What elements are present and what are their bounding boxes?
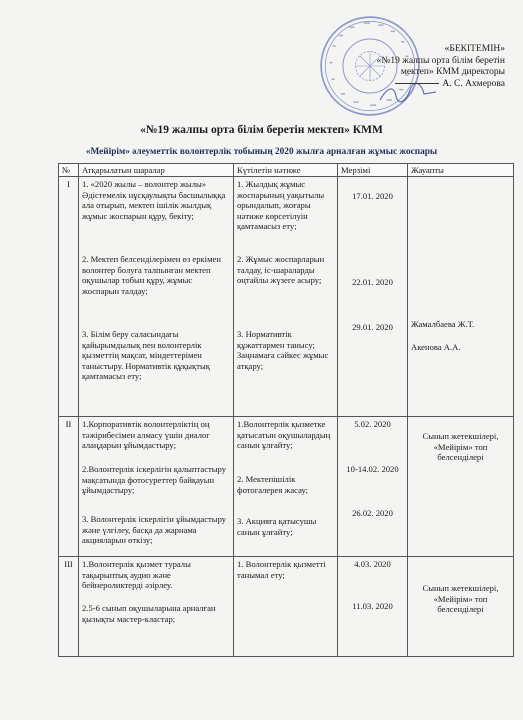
activity-item: 3. Волонтерлік іскерлігін ұйымдастыру және үлгілеу, басқа да жарнама акцияларын өткізу;	[82, 514, 227, 546]
responsible-cell	[408, 557, 514, 657]
result-item: 3. Акцияға қатысушы санын ұлғайту;	[237, 516, 317, 537]
activity-item: 2.Волонтерлік іскерлігін қалыптастыру мақсатында фотосуреттер байқауын ұйымдастыру;	[82, 464, 227, 496]
activities-cell	[79, 417, 234, 557]
result-item: 1.Волонтерлік қызметке қатысатын оқушылардың санын ұлғайту;	[237, 419, 331, 451]
approval-label: «БЕКІТЕМІН»	[444, 44, 505, 54]
approval-line-1: «№19 жалпы орта білім беретін	[376, 55, 505, 66]
deadline-item: 11.03. 2020	[352, 601, 393, 612]
director-name: А. С. Ахмерова	[442, 78, 505, 89]
activities-cell	[79, 557, 234, 657]
signature-line	[395, 83, 439, 84]
deadline-item: 5.02. 2020	[354, 419, 391, 430]
deadline-item: 29.01. 2020	[352, 322, 393, 333]
header-activities: Атқарылатын шаралар	[79, 164, 234, 177]
responsible-cell	[408, 177, 514, 417]
header-number: №	[59, 164, 79, 177]
deadline-item: 4.03. 2020	[354, 559, 391, 570]
activities-cell	[79, 177, 234, 417]
row-number: ІІ	[59, 417, 79, 557]
header-deadline: Мерзімі	[338, 164, 408, 177]
results-cell	[234, 177, 338, 417]
deadline-item: 26.02. 2020	[352, 508, 393, 519]
activity-item: 2. Мектеп белсенділерімен өз еркімен волонтер болуға талпынған мектеп оқушылар тобын құру, жұмыс жоспарын талдау;	[82, 254, 221, 296]
document-subtitle: «Мейірім» әлеуметтік волонтерлік тобының 2020 жылға арналған жұмыс жоспары	[85, 147, 438, 157]
deadline-cell	[338, 177, 408, 417]
header-results: Күтілетін нәтиже	[234, 164, 338, 177]
result-item: 2. Мектепішілік фотогалерея жасау;	[237, 474, 309, 495]
results-cell	[234, 417, 338, 557]
table-row	[59, 417, 514, 557]
approval-line-2: мектеп» КММ директоры	[400, 67, 505, 77]
row-number: І	[59, 177, 79, 417]
responsible-item: Жамалбаева Ж.Т.	[411, 319, 475, 330]
table-row	[59, 177, 514, 417]
table-row	[59, 557, 514, 657]
results-cell	[234, 557, 338, 657]
activity-item: 2.5-6 сынып оқушыларына арналған қызықты мастер-кластар;	[82, 603, 216, 624]
deadline-item: 10-14.02. 2020	[346, 464, 399, 475]
activity-item: 3. Білім беру саласындағы қайырымдылық пен волонтерлік қызметтің мақсат, міндеттерімен таныстыру. Нормативтік құқықтық қамтамасыз ету;	[82, 329, 210, 382]
responsible-item: Сынып жетекшілері, «Мейірім» топ белсенділері	[422, 431, 499, 463]
deadline-item: 17.01. 2020	[352, 191, 393, 202]
responsible-cell	[408, 417, 514, 557]
document-title: «№19 жалпы орта білім беретін мектеп» КММ	[140, 124, 383, 136]
result-item: 3. Нормативтік құжаттармен танысу; Заңнамаға сәйкес жұмыс атқару;	[237, 329, 329, 371]
work-plan-table	[58, 163, 514, 657]
result-item: 1. Жылдық жұмыс жоспарының уақытылы орындалып, жоғары нәтиже көрсетілуін қамтамасыз ету;	[237, 179, 325, 232]
approval-signature-row	[315, 79, 505, 91]
activity-item: 1.Корпоративтік волонтерліктің оң тәжірибесімен алмасу үшін диалог алаңдарын ұйымдастыру;	[82, 419, 210, 451]
row-number: ІІІ	[59, 557, 79, 657]
activity-item: 1.Волонтерлік қызмет туралы тақырыптық аудио және бейнероликтерді әзірлеу.	[82, 559, 191, 591]
header-responsible: Жауапты	[408, 164, 514, 177]
result-item: 1. Волонтерлік қызметті танымал ету;	[237, 559, 326, 580]
table-header-row	[59, 164, 514, 177]
deadline-cell	[338, 557, 408, 657]
result-item: 2. Жұмыс жоспарларын талдау, іс-шараларды оңтайлы жүзеге асыру;	[237, 254, 325, 286]
responsible-item: Сынып жетекшілері, «Мейірім» топ белсенділері	[422, 583, 499, 615]
deadline-cell	[338, 417, 408, 557]
activity-item: 1. «2020 жылы – волонтер жылы» Әдістемелік нұсқаулықты басшылыққа ала отырып, мектеп ішілік жылдық жұмыс жоспарын құру, бекіту;	[82, 179, 226, 221]
responsible-item: Акенова А.А.	[411, 341, 461, 352]
approval-block	[315, 44, 505, 90]
deadline-item: 22.01. 2020	[352, 277, 393, 288]
